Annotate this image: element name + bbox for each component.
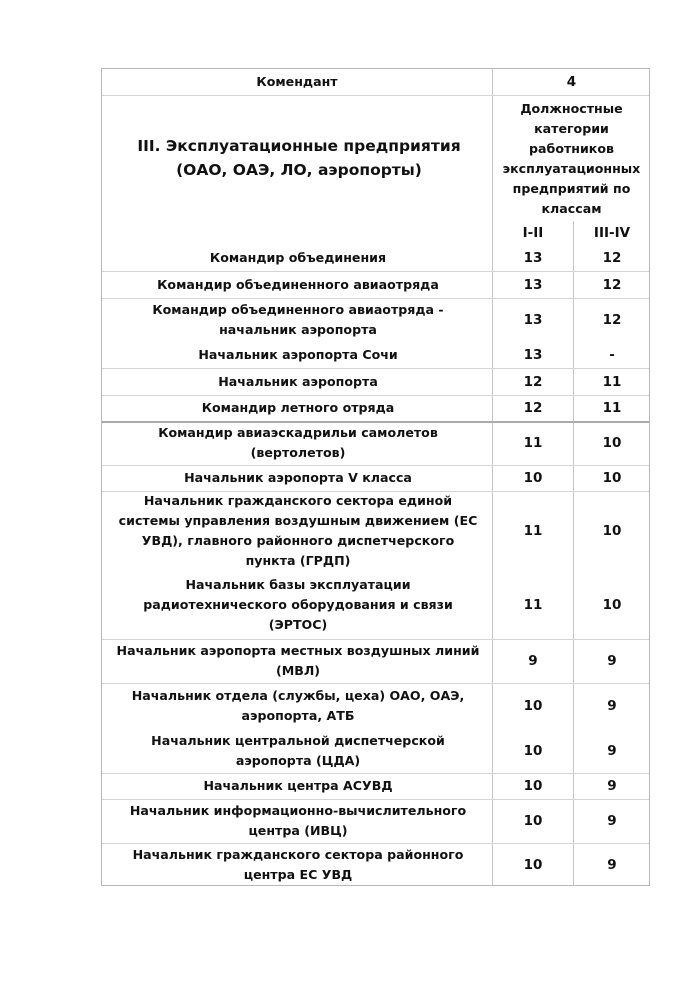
row-value-iii-iv: 12	[602, 312, 622, 328]
positions-table	[101, 68, 650, 886]
row-value-i-ii: 10	[523, 697, 543, 714]
section-title: III. Эксплуатационные предприятия (ОАО, ОАЭ, ЛО, аэропорты)	[137, 137, 461, 179]
row-value-i-ii: 13	[523, 312, 543, 328]
row-value-iii-iv: 9	[607, 653, 617, 669]
row-value-i-ii: 10	[523, 813, 543, 829]
row-value-iii-iv: 12	[602, 276, 622, 293]
row-position: Командир авиаэскадрильи самолетов (вертолетов)	[158, 425, 438, 460]
row-position: Начальник базы эксплуатации радиотехнического оборудования и связи (ЭРТОС)	[143, 577, 453, 632]
row-position: Командир объединенного авиаотряда	[157, 276, 439, 292]
row-value-i-ii: 11	[523, 597, 543, 613]
row-position: Командир объединения	[209, 250, 387, 265]
row-value-iii-iv: 10	[602, 435, 622, 451]
row-value-iii-iv: 9	[607, 742, 617, 759]
top-row-value: 4	[566, 74, 577, 90]
row-value-i-ii: 11	[523, 435, 543, 451]
row-position: Командир объединенного авиаотряда - начальник аэропорта	[152, 302, 444, 337]
row-value-i-ii: 13	[523, 276, 543, 293]
column-header-iii-iv: III-IV	[593, 225, 631, 241]
row-value-iii-iv: 11	[602, 400, 622, 416]
categories-header: Должностные категории работников эксплуатационных предприятий по классам	[502, 101, 641, 216]
row-value-i-ii: 13	[523, 347, 543, 363]
row-value-i-ii: 12	[523, 373, 543, 390]
row-value-i-ii: 10	[523, 470, 543, 486]
row-value-iii-iv: 10	[602, 470, 622, 486]
row-value-i-ii: 13	[523, 250, 543, 266]
row-position: Начальник центра АСУВД	[203, 778, 393, 793]
row-value-iii-iv: 9	[607, 697, 617, 714]
row-value-i-ii: 10	[523, 742, 543, 759]
row-value-i-ii: 10	[523, 857, 543, 873]
row-value-i-ii: 12	[523, 400, 543, 416]
row-position: Начальник аэропорта V класса	[184, 470, 412, 485]
row-position: Начальник аэропорта Сочи	[198, 347, 398, 362]
row-position: Начальник гражданского сектора единой системы управления воздушным движением (ЕС УВД), главного районного диспетчерского пункта (ГРДП)	[118, 493, 478, 568]
row-value-i-ii: 10	[523, 778, 543, 794]
row-value-i-ii: 11	[523, 523, 543, 539]
row-value-i-ii: 9	[528, 653, 538, 669]
row-value-iii-iv: 9	[607, 857, 617, 873]
row-position: Начальник информационно-вычислительного центра (ИВЦ)	[129, 803, 467, 838]
row-position: Начальник центральной диспетчерской аэропорта (ЦДА)	[151, 732, 445, 768]
row-value-iii-iv: 10	[602, 523, 622, 539]
top-row-label: Комендант	[256, 74, 338, 89]
row-value-iii-iv: 12	[602, 250, 622, 266]
row-value-iii-iv: 11	[602, 373, 622, 390]
row-position: Начальник отдела (службы, цеха) ОАО, ОАЭ, аэропорта, АТБ	[131, 687, 465, 723]
row-divider	[102, 95, 649, 96]
row-position: Командир летного отряда	[201, 400, 395, 415]
row-value-iii-iv: 9	[607, 813, 617, 829]
row-position: Начальник аэропорта местных воздушных линий (МВЛ)	[116, 643, 480, 678]
row-position: Начальник гражданского сектора районного центра ЕС УВД	[132, 847, 464, 882]
column-header-i-ii: I-II	[522, 225, 544, 241]
row-value-iii-iv: -	[609, 347, 615, 363]
row-position: Начальник аэропорта	[218, 373, 378, 389]
row-value-iii-iv: 9	[607, 778, 617, 794]
row-value-iii-iv: 10	[602, 597, 622, 613]
